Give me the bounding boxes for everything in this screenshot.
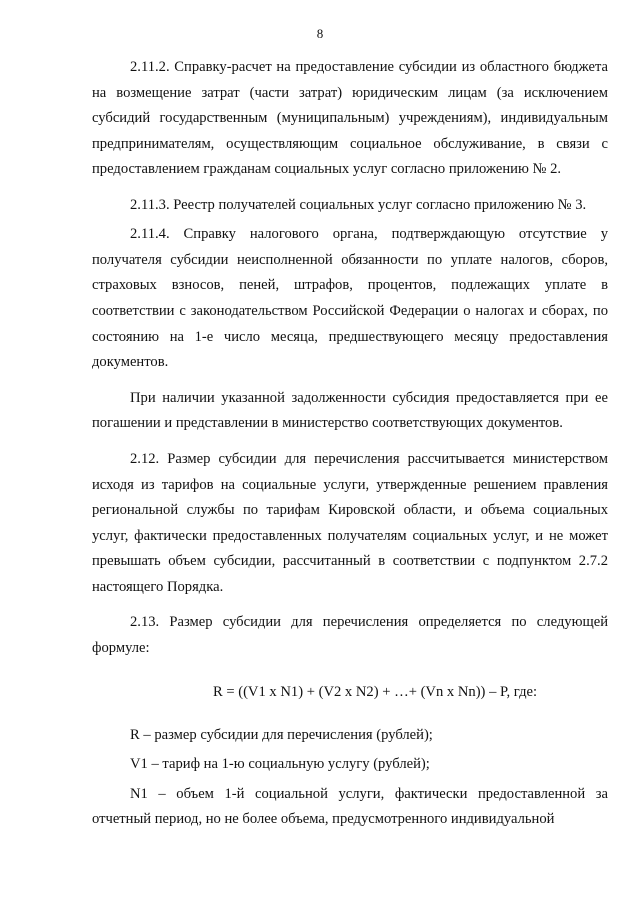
paragraph-2-11-2: 2.11.2. Справку-расчет на предоставление субсидии из областного бюджета на возмещение затрат (части затрат) юридическим лицам (за исключением субсидий государственным (муниципальным) учреждениям), индивидуальным предпринимателям, осуществляющим социальное обслуживание, в связи с предоставлением гражданам социальных услуг согласно приложению № 2. bbox=[92, 59, 608, 178]
document-body bbox=[92, 55, 608, 833]
definition-n1: N1 – объем 1-й социальной услуги, фактически предоставленной за отчетный период, но не более объема, предусмотренного индивидуальной bbox=[92, 785, 608, 828]
paragraph-2-13: 2.13. Размер субсидии для перечисления определяется по следующей формуле: bbox=[92, 614, 608, 657]
paragraph-2-11-4: 2.11.4. Справку налогового органа, подтверждающую отсутствие у получателя субсидии неисполненной обязанности по уплате налогов, сборов, страховых взносов, пеней, штрафов, процентов, подлежащих уплате в соответствии с законодательством Российской Федерации о налогах и сборах, по состоянию на 1-е число месяца, предшествующего месяцу предоставления документов. bbox=[92, 226, 608, 371]
subsidy-formula: R = ((V1 x N1) + (V2 x N2) + …+ (Vn x Nn)) – P, где: bbox=[212, 683, 538, 700]
formula-definitions bbox=[92, 723, 608, 833]
definition-v1: V1 – тариф на 1-ю социальную услугу (рублей); bbox=[130, 756, 430, 773]
paragraph-debt-note: При наличии указанной задолженности субсидия предоставляется при ее погашении и представлении в министерство соответствующих документов. bbox=[92, 389, 608, 432]
page-number: 8 bbox=[316, 26, 324, 41]
paragraph-2-12: 2.12. Размер субсидии для перечисления рассчитывается министерством исходя из тарифов на социальные услуги, утвержденные решением правления региональной службы по тарифам Кировской области, и объема социальных услуг, фактически предоставленных получателям социальных услуг, и не может превышать объем субсидии, рассчитанный в соответствии с подпунктом 2.7.2 настоящего Порядка. bbox=[92, 450, 608, 595]
paragraph-2-11-3: 2.11.3. Реестр получателей социальных услуг согласно приложению № 3. bbox=[130, 196, 587, 213]
definition-r: R – размер субсидии для перечисления (рублей); bbox=[130, 727, 433, 744]
